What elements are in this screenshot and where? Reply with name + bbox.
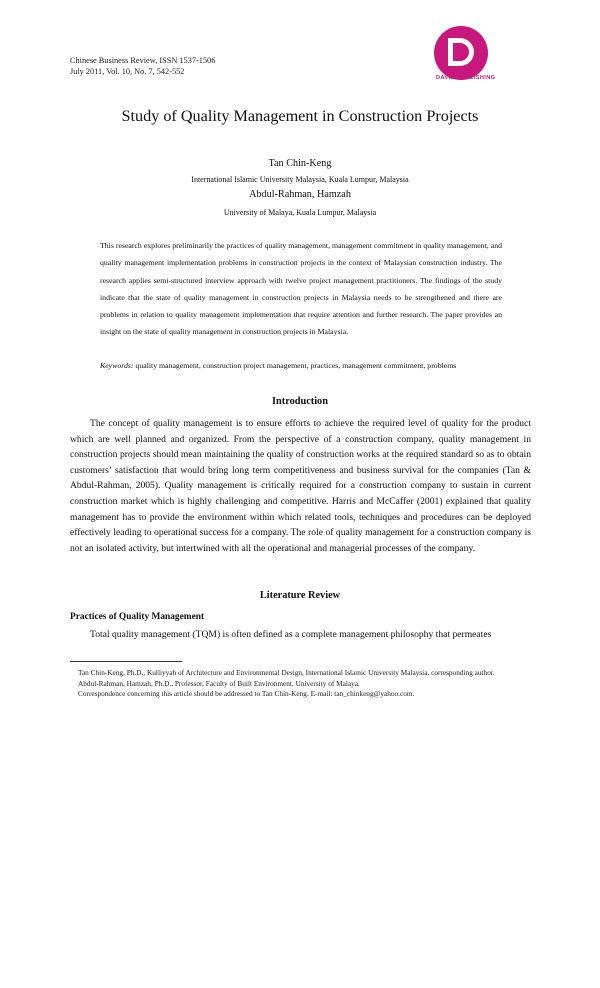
footnote-1: Tan Chin-Keng, Ph.D., Kulliyyah of Architecture and Environmental Design, International Islamic University Malaysia, corresponding author. — [78, 668, 495, 677]
footnote-3: Correspondence concerning this article should be addressed to Tan Chin-Keng. E-mail: tan_chinkeng@yahoo.com. — [78, 689, 415, 698]
introduction-paragraph: The concept of quality management is to ensure efforts to achieve the required level of quality for the product which are well planned and organized. From the perspective of a construction company, quality management in construction projects should mean maintaining the quality of construction works at the required standard so as to obtain customers’ satisfaction that would bring long term competitiveness and business survival for the companies (Tan & Abdul-Rahman, 2005). Quality management is critically required for a construction company to sustain in current construction market which is highly challenging and competitive. Harris and McCaffer (2001) explained that quality management has to provide the environment within which related tools, techniques and procedures can be deployed effectively leading to operational success for a company. The role of quality management for a construction company is not an isolated activity, but intertwined with all the operational and managerial processes of the company. — [70, 418, 531, 554]
footnote-divider — [70, 661, 182, 662]
introduction-section — [70, 416, 531, 556]
abstract: This research explores preliminarily the practices of quality management, management commitment in quality management, and quality management implementation problems in construction projects in the context of Malaysian construction industry. The research applies semi-structured interview approach with twelve project management practitioners. The findings of the study indicate that the state of quality management in construction projects in Malaysia needs to be strengthened and there are problems in relation to quality management implementation that require attention and further research. The paper provides an insight on the state of quality management in construction projects in Malaysia. — [100, 241, 502, 337]
keywords — [100, 361, 510, 370]
paper-title: Study of Quality Management in Construction Projects — [121, 107, 479, 125]
author-affiliation-1: International Islamic University Malaysia, Kuala Lumpur, Malaysia — [191, 175, 409, 184]
literature-paragraph: Total quality management (TQM) is often defined as a complete management philosophy that permeates — [90, 629, 492, 640]
introduction-heading: Introduction — [272, 396, 328, 407]
journal-line-2: July 2011, Vol. 10, No. 7, 542-552 — [70, 66, 185, 76]
journal-line-1: Chinese Business Review, ISSN 1537-1506 — [70, 56, 216, 65]
literature-review-heading: Literature Review — [259, 590, 341, 601]
author-name-1: Tan Chin-Keng — [268, 158, 332, 169]
publisher-logo-text: DAVID PUBLISHING — [436, 75, 496, 81]
footnotes — [70, 668, 532, 700]
keywords-label: Keywords: — [100, 361, 134, 370]
practices-subheading: Practices of Quality Management — [70, 612, 205, 622]
author-name-2: Abdul-Rahman, Hamzah — [249, 189, 351, 200]
author-affiliation-2: University of Malaya, Kuala Lumpur, Malaysia — [223, 208, 377, 217]
journal-info — [70, 56, 215, 77]
keywords-text: quality management, construction project management, practices, management commitment, problems — [133, 361, 457, 370]
footnote-2: Abdul-Rahman, Hamzah, Ph.D., Professor, Faculty of Built Environment, University of Malaya. — [78, 678, 360, 688]
publisher-logo — [428, 26, 534, 84]
